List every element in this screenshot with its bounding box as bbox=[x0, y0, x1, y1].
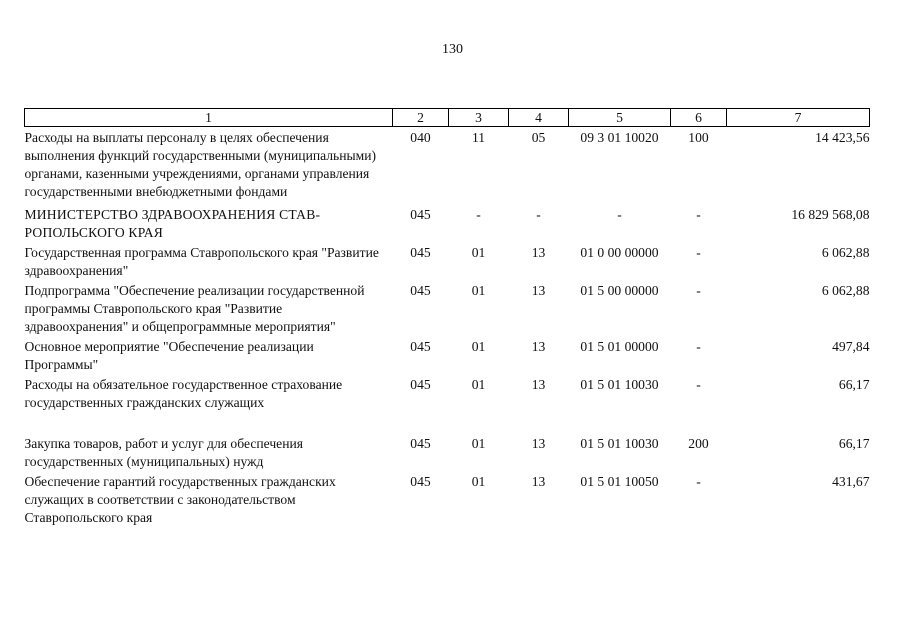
row-expense-type: - bbox=[696, 245, 701, 260]
row-subsection: 13 bbox=[531, 283, 546, 298]
row-section: 01 bbox=[471, 245, 486, 260]
row-ministry-code: 045 bbox=[410, 436, 431, 451]
row-target-article: 09 3 01 10020 bbox=[580, 130, 659, 145]
row-amount: 497,84 bbox=[832, 339, 870, 354]
column-header-3: 3 bbox=[449, 109, 509, 127]
column-header-2: 2 bbox=[393, 109, 449, 127]
row-amount: 6 062,88 bbox=[821, 283, 870, 298]
row-name: Основное мероприятие "Обеспечение реализации Программы" bbox=[24, 339, 314, 372]
row-subsection: 05 bbox=[531, 130, 546, 145]
table-row bbox=[25, 471, 870, 527]
row-expense-type: - bbox=[696, 377, 701, 392]
table-row bbox=[25, 433, 870, 471]
row-amount: 66,17 bbox=[838, 377, 870, 392]
row-target-article: 01 5 01 10030 bbox=[580, 377, 659, 392]
row-ministry-code: 045 bbox=[410, 377, 431, 392]
row-ministry-code: 045 bbox=[410, 245, 431, 260]
column-header-5: 5 bbox=[569, 109, 671, 127]
row-target-article: 01 5 01 10050 bbox=[580, 474, 659, 489]
row-expense-type: - bbox=[696, 474, 701, 489]
row-amount: 66,17 bbox=[838, 436, 870, 451]
page-number: 130 bbox=[442, 42, 463, 57]
row-name: Расходы на выплаты персоналу в целях обеспечения выполнения функций государственными (муниципальными) органами, казенными учреждениями, органами управления государственными внебюджетными фондами bbox=[24, 130, 377, 199]
table-row bbox=[25, 201, 870, 242]
row-expense-type: - bbox=[696, 283, 701, 298]
row-subsection: 13 bbox=[531, 436, 546, 451]
row-target-article: 01 0 00 00000 bbox=[580, 245, 659, 260]
row-subsection: 13 bbox=[531, 245, 546, 260]
row-name: Закупка товаров, работ и услуг для обеспечения государственных (муниципальных) нужд bbox=[24, 436, 303, 469]
budget-table bbox=[24, 108, 870, 527]
row-expense-type: - bbox=[696, 339, 701, 354]
row-section: 01 bbox=[471, 377, 486, 392]
row-target-article: - bbox=[617, 207, 622, 222]
row-expense-type: 200 bbox=[688, 436, 709, 451]
row-ministry-code: 045 bbox=[410, 283, 431, 298]
row-section: - bbox=[476, 207, 481, 222]
row-ministry-code: 045 bbox=[410, 339, 431, 354]
row-expense-type: - bbox=[696, 207, 701, 222]
row-target-article: 01 5 01 00000 bbox=[580, 339, 659, 354]
table-row bbox=[25, 242, 870, 280]
column-header-1: 1 bbox=[25, 109, 393, 127]
row-section: 01 bbox=[471, 474, 486, 489]
row-target-article: 01 5 00 00000 bbox=[580, 283, 659, 298]
row-subsection: 13 bbox=[531, 377, 546, 392]
column-header-4: 4 bbox=[509, 109, 569, 127]
row-amount: 431,67 bbox=[832, 474, 870, 489]
row-name: Подпрограмма "Обеспечение реализации государственной программы Ставропольского края "Развитие здравоохранения" и общепрограммные мероприятия" bbox=[24, 283, 365, 334]
table-row bbox=[25, 374, 870, 433]
row-ministry-code: 045 bbox=[410, 207, 431, 222]
row-section: 01 bbox=[471, 339, 486, 354]
row-amount: 6 062,88 bbox=[821, 245, 870, 260]
row-section: 11 bbox=[471, 130, 486, 145]
row-expense-type: 100 bbox=[688, 130, 709, 145]
column-header-7: 7 bbox=[727, 109, 870, 127]
row-name: МИНИСТЕРСТВО ЗДРАВООХРАНЕНИЯ СТАВ-РОПОЛЬСКОГО КРАЯ bbox=[24, 207, 321, 240]
row-name: Расходы на обязательное государственное страхование государственных гражданских служащих bbox=[24, 377, 343, 410]
row-amount: 16 829 568,08 bbox=[791, 207, 870, 222]
row-amount: 14 423,56 bbox=[815, 130, 870, 145]
row-subsection: - bbox=[536, 207, 541, 222]
table-header-row bbox=[25, 109, 870, 127]
row-ministry-code: 040 bbox=[410, 130, 431, 145]
row-subsection: 13 bbox=[531, 474, 546, 489]
row-section: 01 bbox=[471, 436, 486, 451]
row-ministry-code: 045 bbox=[410, 474, 431, 489]
row-name: Государственная программа Ставропольского края "Развитие здравоохранения" bbox=[24, 245, 379, 278]
row-subsection: 13 bbox=[531, 339, 546, 354]
column-header-6: 6 bbox=[671, 109, 727, 127]
row-target-article: 01 5 01 10030 bbox=[580, 436, 659, 451]
table-row bbox=[25, 280, 870, 336]
row-name: Обеспечение гарантий государственных гражданских служащих в соответствии с законодательством Ставропольского края bbox=[24, 474, 336, 525]
row-section: 01 bbox=[471, 283, 486, 298]
table-row bbox=[25, 336, 870, 374]
table-row bbox=[25, 127, 870, 202]
